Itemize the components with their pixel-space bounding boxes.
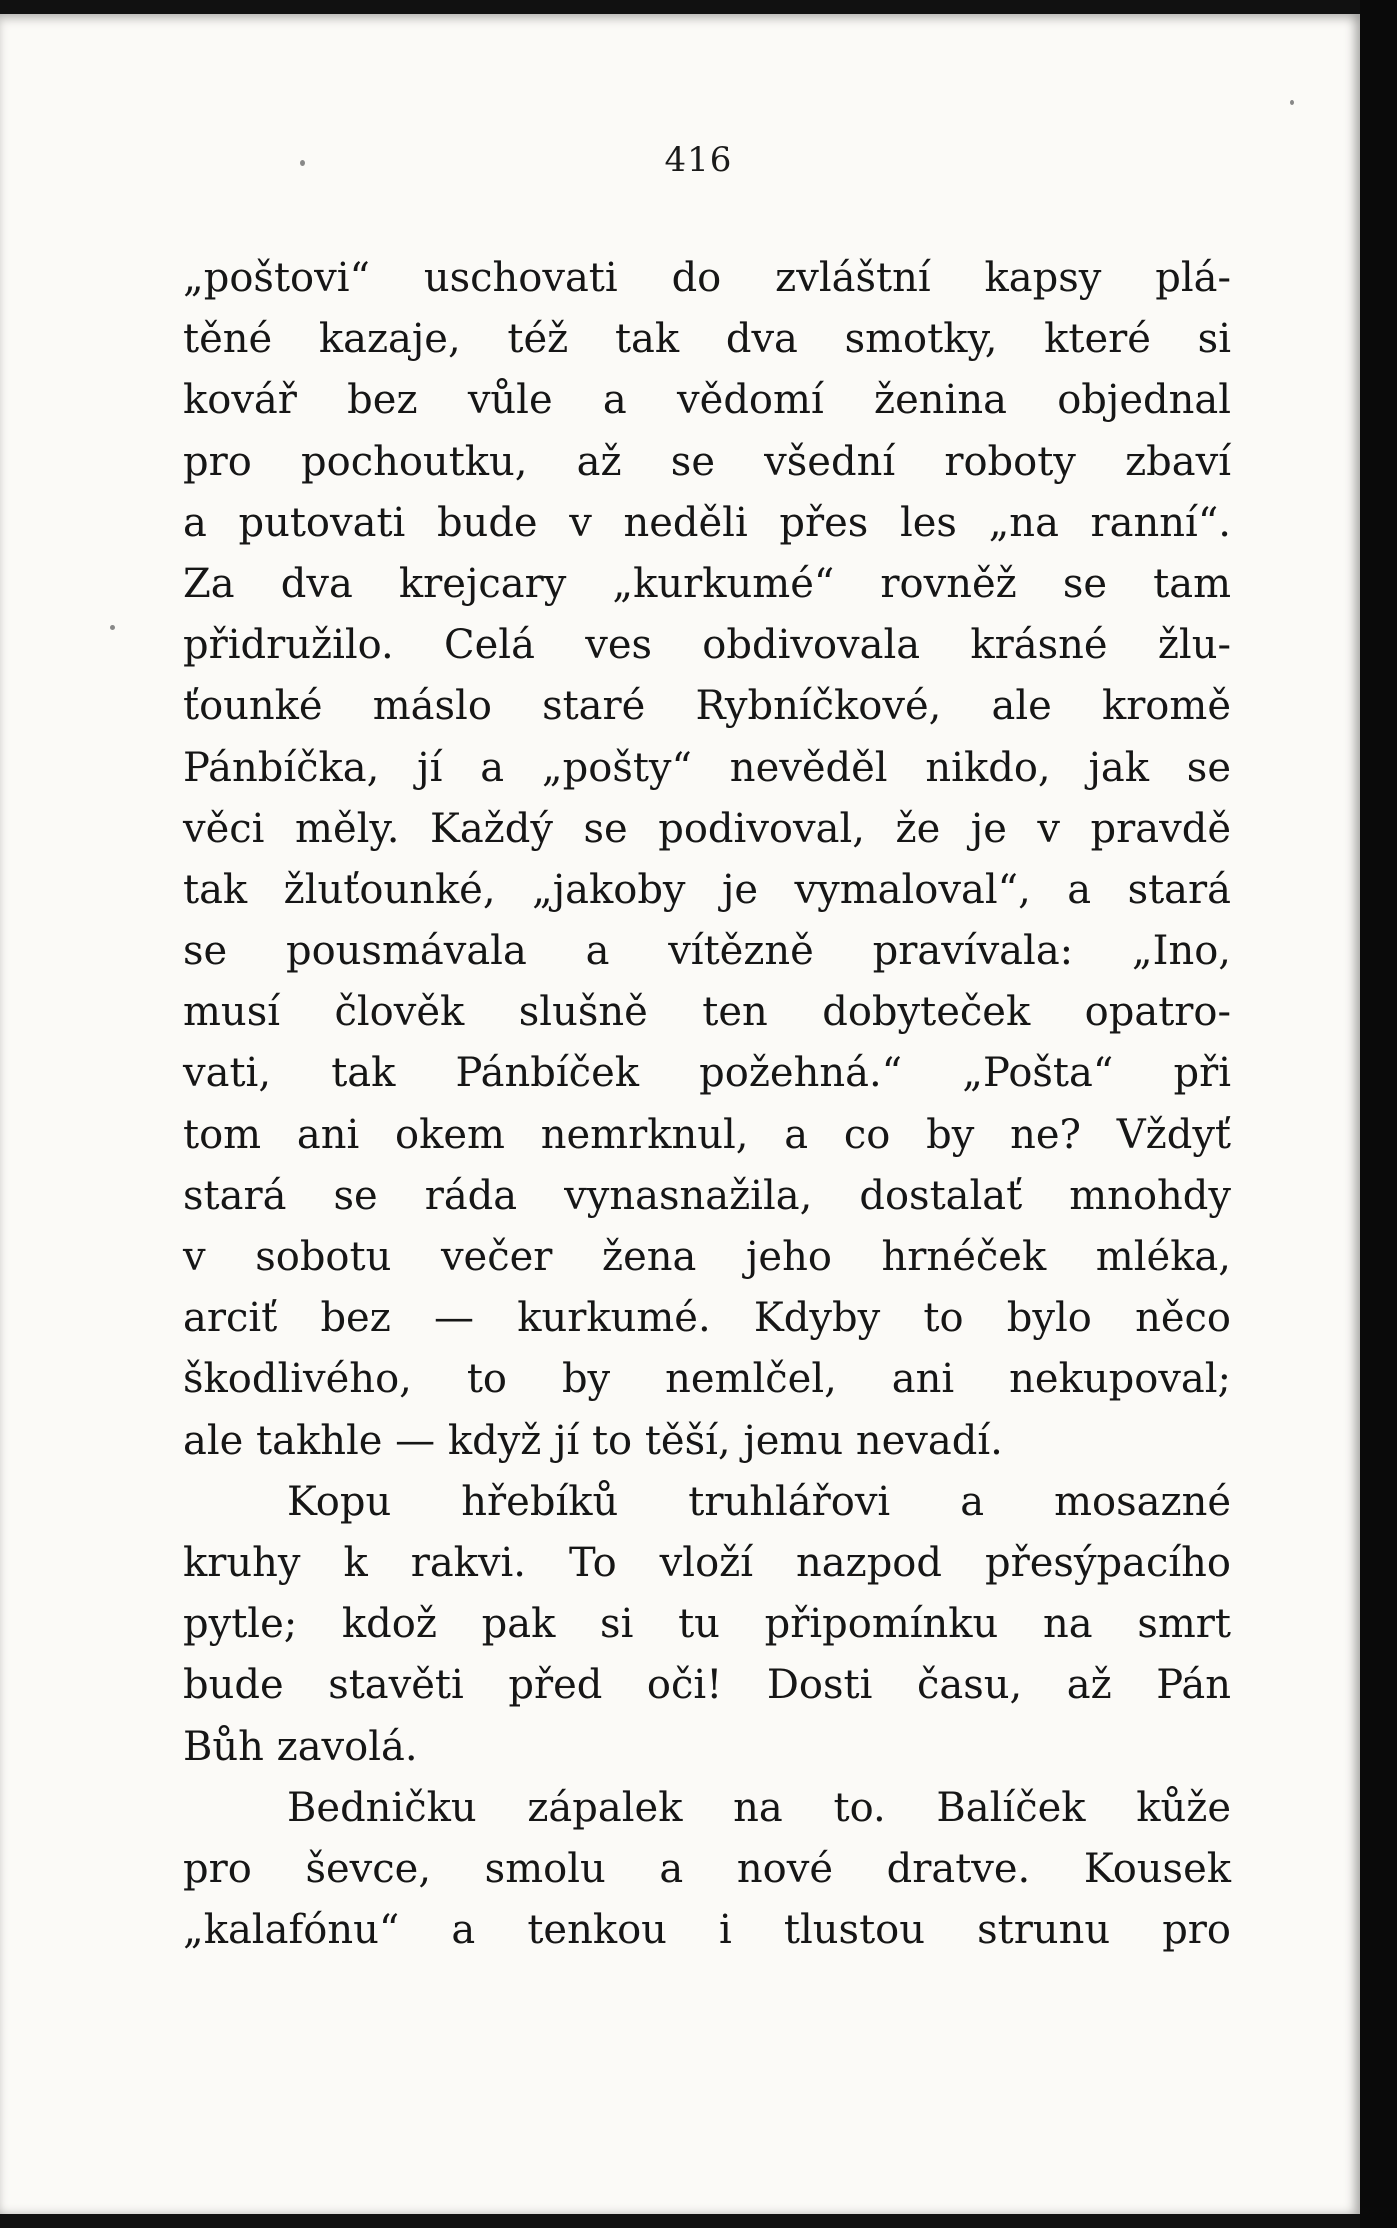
page-number: 416 (664, 140, 733, 180)
page-edge-shadow (1360, 0, 1397, 2228)
text-line: ťounké máslo staré Rybníčkové, ale kromě (183, 683, 1231, 730)
text-line: vati, tak Pánbíček požehná.“ „Pošta“ při (183, 1050, 1231, 1097)
text-line: tom ani okem nemrknul, a co by ne? Vždyť (183, 1111, 1231, 1158)
text-line: pro ševce, smolu a nové dratve. Kousek (183, 1845, 1231, 1892)
text-line: kovář bez vůle a vědomí ženina objednal (183, 377, 1231, 424)
paper-speck (110, 625, 115, 630)
paper-speck (1290, 100, 1294, 105)
text-line: věci měly. Každý se podivoval, že je v pravdě (183, 805, 1231, 852)
text-line: Bůh zavolá. (183, 1723, 418, 1770)
text-line: přidružilo. Celá ves obdivovala krásné žlu- (183, 622, 1231, 669)
text-line: Pánbíčka, jí a „pošty“ nevěděl nikdo, jak se (183, 744, 1231, 791)
text-line: těné kazaje, též tak dva smotky, které si (183, 316, 1231, 363)
text-line: stará se ráda vynasnažila, dostalať mnohdy (183, 1172, 1231, 1219)
text-line: bude stavěti před oči! Dosti času, až Pán (183, 1662, 1231, 1709)
text-line: škodlivého, to by nemlčel, ani nekupoval; (183, 1356, 1231, 1403)
text-line: Kopu hřebíků truhlářovi a mosazné (287, 1478, 1231, 1525)
text-line: pytle; kdož pak si tu připomínku na smrt (183, 1601, 1231, 1648)
text-line: Za dva krejcary „kurkumé“ rovněž se tam (183, 560, 1231, 607)
text-line: kruhy k rakvi. To vloží nazpod přesýpacího (183, 1539, 1231, 1586)
text-line: musí člověk slušně ten dobyteček opatro- (183, 989, 1231, 1036)
text-line: se pousmávala a vítězně pravívala: „Ino, (183, 928, 1231, 975)
text-line: arciť bez — kurkumé. Kdyby to bylo něco (183, 1295, 1231, 1342)
text-line: „kalafónu“ a tenkou i tlustou strunu pro (183, 1907, 1231, 1954)
text-line: „poštovi“ uschovati do zvláštní kapsy plá- (183, 255, 1231, 301)
text-line: a putovati bude v neděli přes les „na ranní“. (183, 499, 1231, 546)
text-line: Bedničku zápalek na to. Balíček kůže (287, 1784, 1231, 1831)
text-line: pro pochoutku, až se všední roboty zbaví (183, 438, 1231, 485)
body-text (183, 248, 1231, 1961)
text-line: ale takhle — když jí to těší, jemu nevadí. (183, 1417, 1003, 1464)
text-line: tak žluťounké, „jakoby je vymaloval“, a stará (183, 866, 1231, 913)
text-line: v sobotu večer žena jeho hrnéček mléka, (183, 1234, 1231, 1280)
